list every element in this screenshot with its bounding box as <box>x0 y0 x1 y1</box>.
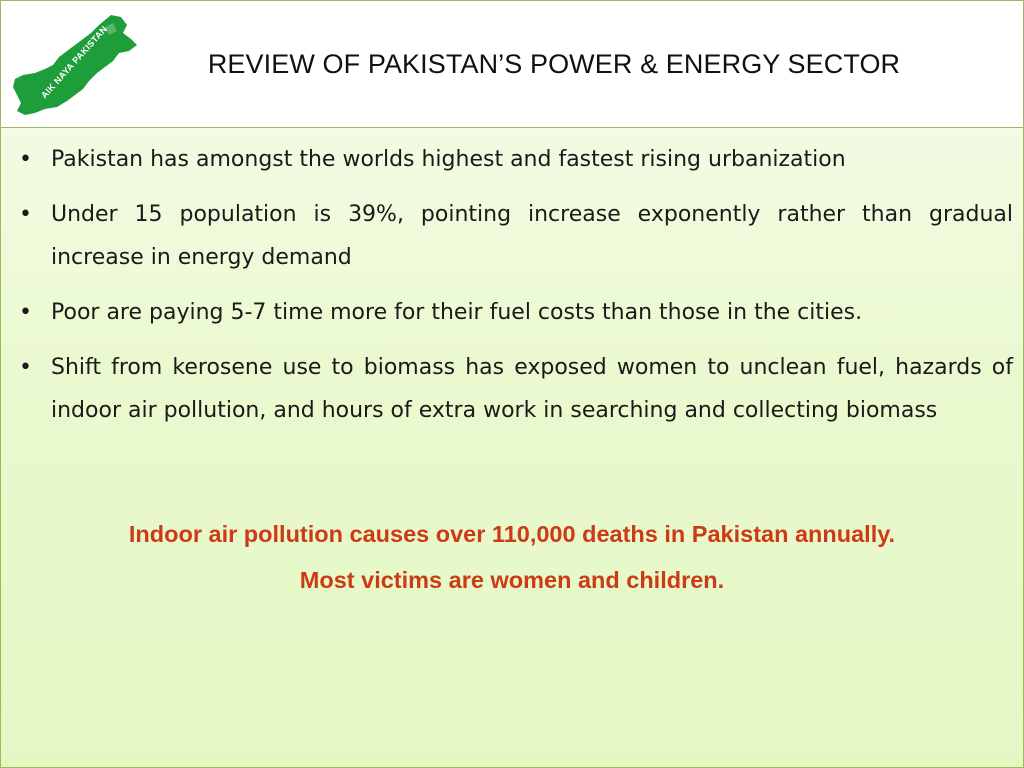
bullet-dot: • <box>19 202 32 227</box>
bullet-text: Pakistan has amongst the worlds highest and fastest rising urbanization <box>51 147 846 172</box>
bullet-text: Shift from kerosene use to biomass has exposed women to unclean fuel, hazards of indoor air pollution, and hours of extra work in searching and collecting biomass <box>51 355 1013 423</box>
bullet-item <box>19 193 1013 279</box>
slide-header <box>1 1 1023 128</box>
logo-text: AIK NAYA PAKISTAN <box>39 23 110 101</box>
bullet-dot: • <box>19 355 32 380</box>
slide-title: REVIEW OF PAKISTAN’S POWER & ENERGY SECTOR <box>207 49 901 79</box>
bullet-item <box>19 346 1013 432</box>
bullet-dot: • <box>19 147 32 172</box>
callout-line-2: Most victims are women and children. <box>299 567 725 593</box>
bullet-item <box>19 291 1013 334</box>
pakistan-map-logo-icon <box>9 11 141 119</box>
slide-body <box>1 128 1023 767</box>
bullet-dot: • <box>19 300 32 325</box>
bullet-list <box>19 138 1013 444</box>
bullet-text: Under 15 population is 39%, pointing increase exponently rather than gradual increase in energy demand <box>51 202 1013 270</box>
bullet-text: Poor are paying 5-7 time more for their fuel costs than those in the cities. <box>51 300 863 325</box>
bullet-item <box>19 138 1013 181</box>
callout-line-1: Indoor air pollution causes over 110,000 deaths in Pakistan annually. <box>128 521 896 547</box>
